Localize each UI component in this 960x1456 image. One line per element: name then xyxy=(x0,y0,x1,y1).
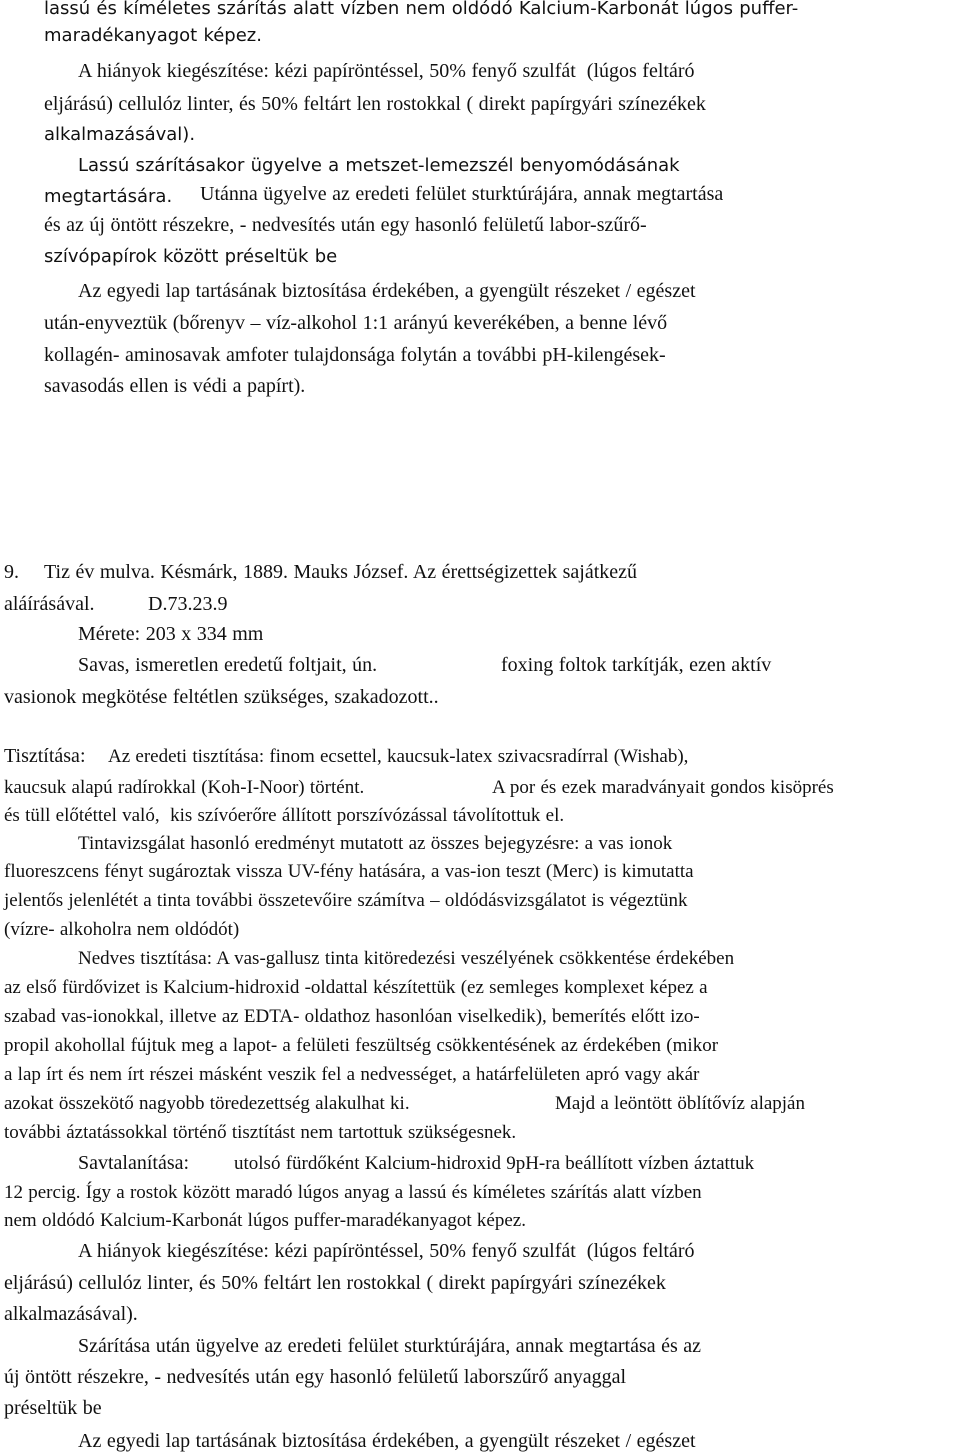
text-line: A hiányok kiegészítése: kézi papíröntéssel, 50% fenyő szulfát (lúgos feltáró xyxy=(78,60,695,82)
wet-cleaning-line: propil akohollal fújtuk meg a lapot- a felületi feszültség csökkentésének az érdekében (mikor xyxy=(4,1035,719,1056)
wet-cleaning-line: azokat összekötő nagyobb töredezettség alakulhat ki. xyxy=(4,1093,410,1114)
text-line: megtartására. xyxy=(44,186,173,207)
drying-line: préseltük be xyxy=(4,1397,102,1419)
text-line: savasodás ellen is védi a papírt). xyxy=(44,375,306,397)
condition-text: foxing foltok tarkítják, ezen aktív xyxy=(501,654,772,676)
ink-test-line: Tintavizsgálat hasonló eredményt mutatott az összes bejegyzésre: a vas ionok xyxy=(78,833,673,854)
text-line: után-enyveztük (bőrenyv – víz-alkohol 1:1 arányú keverékében, a benne lévő xyxy=(44,312,668,334)
cleaning-label: Tisztítása: xyxy=(4,745,86,767)
deacidification-text: utolsó fürdőként Kalcium-hidroxid 9pH-ra beállított vízben áztattuk xyxy=(234,1153,755,1174)
wet-cleaning-line: Nedves tisztítása: A vas-gallusz tinta kitöredezési veszélyének csökkentése érdekében xyxy=(78,948,735,969)
text-line: maradékanyagot képez. xyxy=(44,25,262,46)
text-line: Utánna ügyelve az eredeti felület sturktúrájára, annak megtartása xyxy=(200,183,724,205)
deacidification-label: Savtalanítása: xyxy=(78,1152,190,1174)
ink-test-line: jelentős jelenlétét a tinta további összetevőire számítva – oldódásvizsgálatot is végeztünk xyxy=(4,890,688,911)
missing-parts-line: A hiányok kiegészítése: kézi papíröntéssel, 50% fenyő szulfát (lúgos feltáró xyxy=(78,1240,695,1262)
ink-test-line: (vízre- alkoholra nem oldódót) xyxy=(4,919,240,940)
missing-parts-line: eljárású) cellulóz linter, és 50% feltárt len rostokkal ( direkt papírgyári színezékek xyxy=(4,1272,666,1294)
condition-text: Savas, ismeretlen eredetű foltjait, ún. xyxy=(78,654,378,676)
missing-parts-line: alkalmazásával). xyxy=(4,1303,138,1325)
item-ref: D.73.23.9 xyxy=(148,593,228,615)
drying-line: Szárítása után ügyelve az eredeti felület sturktúrájára, annak megtartása és az xyxy=(78,1335,702,1357)
cleaning-text: Az eredeti tisztítása: finom ecsettel, kaucsuk-latex szivacsradírral (Wishab), xyxy=(108,746,689,767)
text-line: Az egyedi lap tartásának biztosítása érdekében, a gyengült részeket / egészet xyxy=(78,280,696,302)
text-line: kollagén- aminosavak amfoter tulajdonsága folytán a további pH-kilengések- xyxy=(44,344,666,366)
wet-cleaning-line: további áztatássokkal történő tisztítást nem tartottuk szükségesnek. xyxy=(4,1122,517,1143)
wet-cleaning-line: szabad vas-ionokkal, illetve az EDTA- oldathoz hasonlóan viselkedik), bemerítés előtt izo- xyxy=(4,1006,700,1027)
cleaning-text: A por és ezek maradványait gondos kisöprés xyxy=(492,777,834,798)
item-title: Tiz év mulva. Késmárk, 1889. Mauks József. Az érettségizettek sajátkezű xyxy=(44,561,638,583)
wet-cleaning-line: az első fürdővizet is Kalcium-hidroxid -oldattal készítettük (ez semleges komplexet képez a xyxy=(4,977,708,998)
item-size: Mérete: 203 x 334 mm xyxy=(78,623,264,645)
drying-line: Az egyedi lap tartásának biztosítása érdekében, a gyengült részeket / egészet xyxy=(78,1430,696,1452)
text-line: és az új öntött részekre, - nedvesítés után egy hasonló felületű labor-szűrő- xyxy=(44,214,647,236)
ink-test-line: fluoreszcens fényt sugároztak vissza UV-fény hatására, a vas-ion teszt (Merc) is kimutatta xyxy=(4,861,694,882)
item-title-cont: aláírásával. xyxy=(4,593,95,615)
deacidification-text: 12 percig. Így a rostok között maradó lúgos anyag a lassú és kíméletes szárítás alatt vízben xyxy=(4,1182,702,1203)
text-line: alkalmazásával). xyxy=(44,124,196,145)
item-number: 9. xyxy=(4,561,19,583)
text-line: eljárású) cellulóz linter, és 50% feltárt len rostokkal ( direkt papírgyári színezékek xyxy=(44,93,706,115)
wet-cleaning-line: Majd a leöntött öblítővíz alapján xyxy=(555,1093,805,1114)
cleaning-text: kaucsuk alapú radírokkal (Koh-I-Noor) történt. xyxy=(4,777,365,798)
cleaning-text: és tüll előtéttel való, kis szívóerőre állított porszívózással távolítottuk el. xyxy=(4,805,565,826)
text-line: szívópapírok között préseltük be xyxy=(44,246,338,267)
text-line: lassú és kíméletes szárítás alatt vízben nem oldódó Kalcium-Karbonát lúgos puffer- xyxy=(44,0,799,19)
drying-line: új öntött részekre, - nedvesítés után egy hasonló felületű laborszűrő anyaggal xyxy=(4,1366,627,1388)
condition-text: vasionok megkötése feltétlen szükséges, szakadozott.. xyxy=(4,686,439,708)
deacidification-text: nem oldódó Kalcium-Karbonát lúgos puffer-maradékanyagot képez. xyxy=(4,1210,526,1231)
wet-cleaning-line: a lap írt és nem írt részei másként veszik fel a nedvességet, a határfelületen apró vagy akár xyxy=(4,1064,700,1085)
text-line: Lassú szárításakor ügyelve a metszet-lemezszél benyomódásának xyxy=(78,155,680,176)
